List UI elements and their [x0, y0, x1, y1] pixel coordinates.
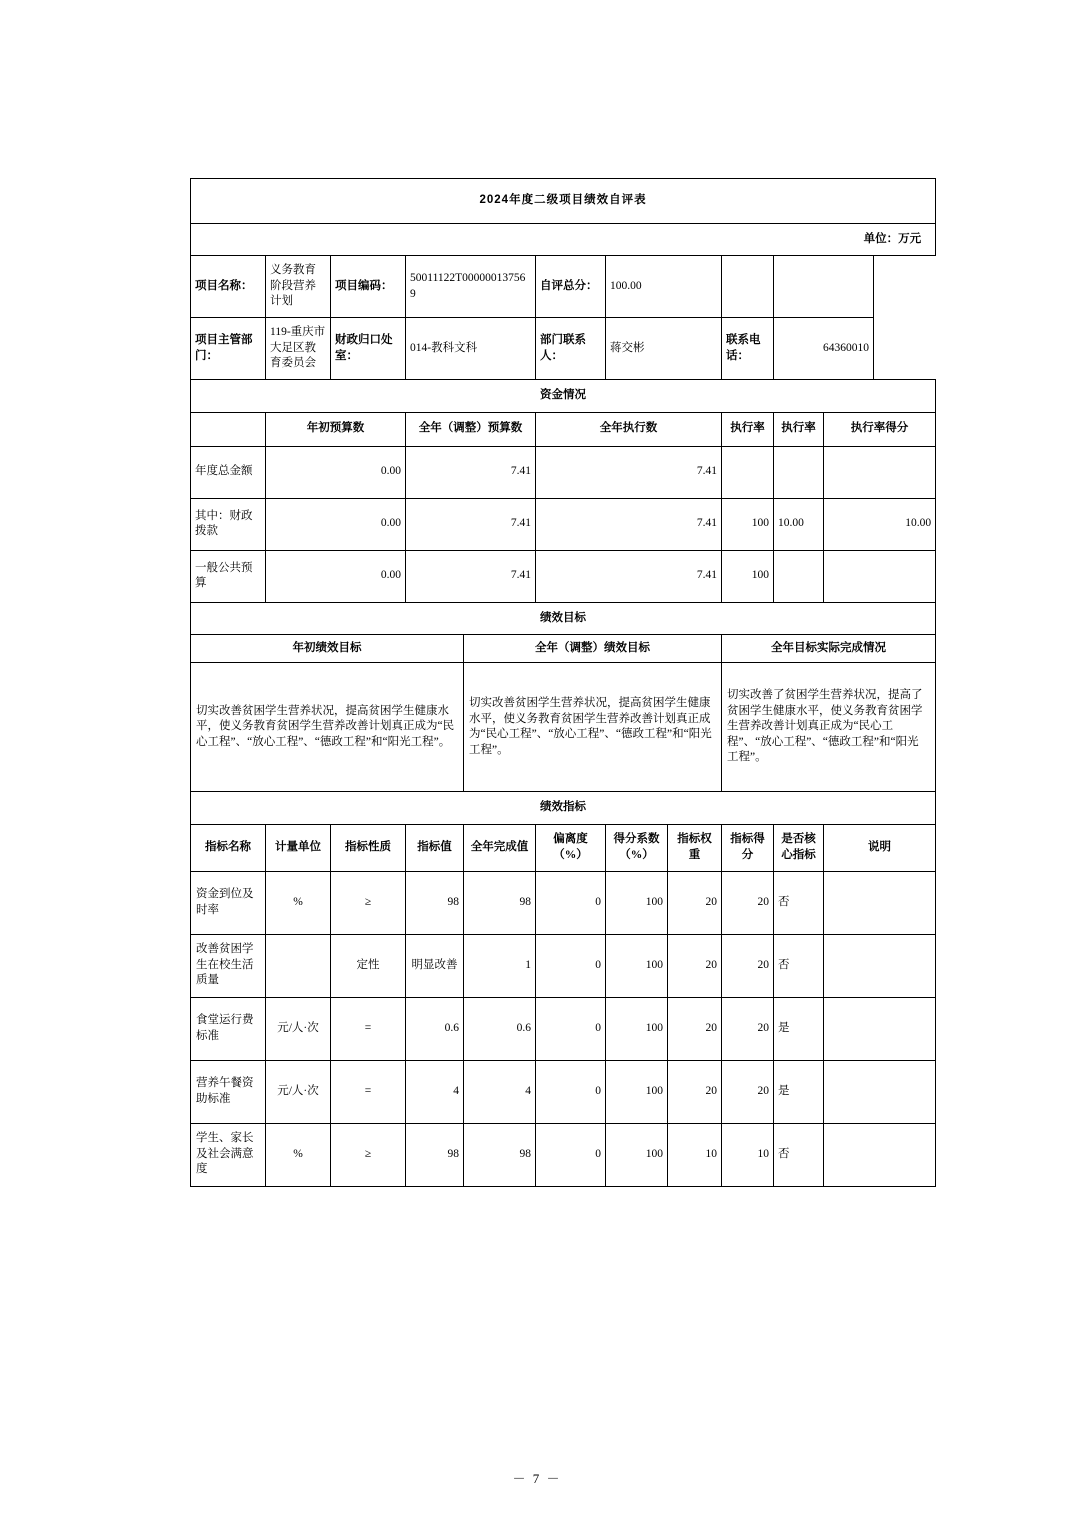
funds-row [191, 446, 936, 498]
indicator-row [191, 934, 936, 997]
ind-header-coefficient: 得分系数（%） [606, 824, 668, 871]
indicators-header-row [191, 824, 936, 871]
indicator-coefficient: 100 [606, 1123, 668, 1186]
indicator-core: 否 [774, 1123, 824, 1186]
dept-value: 119-重庆市大足区教育委员会 [266, 318, 331, 380]
performance-self-evaluation-table [190, 178, 935, 1187]
funds-row-exec-rate: 100 [722, 550, 774, 602]
indicator-deviation: 0 [536, 934, 606, 997]
indicator-weight: 20 [668, 1060, 722, 1123]
finance-office-label: 财政归口处室： [331, 318, 406, 380]
goals-initial-text: 切实改善贫困学生营养状况，提高贫困学生健康水平，使义务教育贫困学生营养改善计划真正成为“民心工程”、“放心工程”、“德政工程”和“阳光工程”。 [191, 663, 464, 792]
ind-header-core: 是否核心指标 [774, 824, 824, 871]
funds-row-initial: 0.00 [266, 498, 406, 550]
indicator-coefficient: 100 [606, 997, 668, 1060]
project-code-value: 50011122T000000137569 [406, 256, 536, 318]
indicator-unit: % [266, 871, 331, 934]
indicator-remark [824, 997, 936, 1060]
goals-section-title: 绩效目标 [191, 602, 936, 635]
indicator-nature: = [331, 997, 406, 1060]
project-name-label: 项目名称： [191, 256, 266, 318]
project-name-value: 义务教育阶段营养计划 [266, 256, 331, 318]
info-blank-1 [722, 256, 774, 318]
funds-row-adjusted: 7.41 [406, 446, 536, 498]
indicator-target: 98 [406, 1123, 464, 1186]
indicator-remark [824, 871, 936, 934]
self-score-label: 自评总分： [536, 256, 606, 318]
indicator-remark [824, 1060, 936, 1123]
indicator-weight: 20 [668, 934, 722, 997]
goals-header-adjusted: 全年（调整）绩效目标 [464, 635, 722, 663]
funds-header-3: 全年执行数 [536, 412, 722, 446]
funds-row-exec-rate [722, 446, 774, 498]
page-number: － 7 － [512, 1471, 562, 1486]
indicator-core: 是 [774, 997, 824, 1060]
funds-row-adjusted: 7.41 [406, 498, 536, 550]
indicator-nature: ≥ [331, 871, 406, 934]
indicator-actual: 98 [464, 871, 536, 934]
indicator-score: 20 [722, 871, 774, 934]
indicator-deviation: 0 [536, 1060, 606, 1123]
funds-header-5: 执行率 [774, 412, 824, 446]
indicator-unit: 元/人·次 [266, 997, 331, 1060]
self-score-value: 100.00 [606, 256, 722, 318]
indicator-core: 是 [774, 1060, 824, 1123]
indicator-score: 20 [722, 1060, 774, 1123]
goals-adjusted-text: 切实改善贫困学生营养状况，提高贫困学生健康水平，使义务教育贫困学生营养改善计划真正成为“民心工程”、“放心工程”、“德政工程”和“阳光工程”。 [464, 663, 722, 792]
ind-header-weight: 指标权重 [668, 824, 722, 871]
indicator-score: 10 [722, 1123, 774, 1186]
funds-row-exec-rate2: 10.00 [774, 498, 824, 550]
funds-row-executed: 7.41 [536, 550, 722, 602]
contact-person-value: 蒋交彬 [606, 318, 722, 380]
funds-row-label: 年度总金额 [191, 446, 266, 498]
indicator-actual: 1 [464, 934, 536, 997]
funds-row-exec-rate2 [774, 550, 824, 602]
project-code-label: 项目编码： [331, 256, 406, 318]
indicator-core: 否 [774, 871, 824, 934]
indicator-actual: 4 [464, 1060, 536, 1123]
indicator-unit: 元/人·次 [266, 1060, 331, 1123]
indicator-name: 资金到位及时率 [191, 871, 266, 934]
funds-row-exec-score [824, 446, 936, 498]
funds-header-0 [191, 412, 266, 446]
indicator-remark [824, 934, 936, 997]
funds-row-executed: 7.41 [536, 446, 722, 498]
indicator-coefficient: 100 [606, 934, 668, 997]
funds-row-initial: 0.00 [266, 550, 406, 602]
indicator-nature: ≥ [331, 1123, 406, 1186]
funds-row [191, 550, 936, 602]
ind-header-actual: 全年完成值 [464, 824, 536, 871]
ind-header-name: 指标名称 [191, 824, 266, 871]
phone-label: 联系电话： [722, 318, 774, 380]
funds-row-adjusted: 7.41 [406, 550, 536, 602]
funds-row-initial: 0.00 [266, 446, 406, 498]
indicator-name: 学生、家长及社会满意度 [191, 1123, 266, 1186]
indicator-deviation: 0 [536, 871, 606, 934]
indicator-unit [266, 934, 331, 997]
funds-row-executed: 7.41 [536, 498, 722, 550]
goals-actual-text: 切实改善了贫困学生营养状况，提高了贫困学生健康水平，使义务教育贫困学生营养改善计划真正成为“民心工程”、“放心工程”、“德政工程”和“阳光工程”。 [722, 663, 936, 792]
goals-header-initial: 年初绩效目标 [191, 635, 464, 663]
funds-header-6: 执行率得分 [824, 412, 936, 446]
ind-header-score: 指标得分 [722, 824, 774, 871]
indicator-weight: 10 [668, 1123, 722, 1186]
main-table [190, 178, 936, 1187]
ind-header-deviation: 偏离度（%） [536, 824, 606, 871]
indicator-row [191, 997, 936, 1060]
finance-office-value: 014-教科文科 [406, 318, 536, 380]
funds-section-title: 资金情况 [191, 380, 936, 413]
indicator-row [191, 871, 936, 934]
indicator-nature: = [331, 1060, 406, 1123]
funds-header-2: 全年（调整）预算数 [406, 412, 536, 446]
indicator-deviation: 0 [536, 1123, 606, 1186]
indicator-target: 明显改善 [406, 934, 464, 997]
ind-header-remark: 说明 [824, 824, 936, 871]
funds-header-4: 执行率 [722, 412, 774, 446]
funds-row-exec-rate: 100 [722, 498, 774, 550]
ind-header-nature: 指标性质 [331, 824, 406, 871]
goals-header-actual: 全年目标实际完成情况 [722, 635, 936, 663]
funds-header-1: 年初预算数 [266, 412, 406, 446]
indicator-name: 改善贫困学生在校生活质量 [191, 934, 266, 997]
indicator-weight: 20 [668, 871, 722, 934]
indicator-target: 4 [406, 1060, 464, 1123]
ind-header-target: 指标值 [406, 824, 464, 871]
funds-row-label: 其中：财政拨款 [191, 498, 266, 550]
indicator-coefficient: 100 [606, 1060, 668, 1123]
dept-label: 项目主管部门： [191, 318, 266, 380]
indicator-score: 20 [722, 997, 774, 1060]
indicator-remark [824, 1123, 936, 1186]
info-blank-2 [774, 256, 874, 318]
indicator-deviation: 0 [536, 997, 606, 1060]
indicator-coefficient: 100 [606, 871, 668, 934]
funds-row-exec-score: 10.00 [824, 498, 936, 550]
funds-row-exec-score [824, 550, 936, 602]
funds-row-label: 一般公共预算 [191, 550, 266, 602]
indicator-core: 否 [774, 934, 824, 997]
indicators-section-title: 绩效指标 [191, 792, 936, 825]
indicator-actual: 0.6 [464, 997, 536, 1060]
indicator-unit: % [266, 1123, 331, 1186]
unit-note: 单位：万元 [191, 223, 936, 256]
indicator-name: 食堂运行费标准 [191, 997, 266, 1060]
indicator-target: 0.6 [406, 997, 464, 1060]
indicator-row [191, 1123, 936, 1186]
indicator-weight: 20 [668, 997, 722, 1060]
page-title: 2024年度二级项目绩效自评表 [191, 179, 936, 224]
funds-row-exec-rate2 [774, 446, 824, 498]
contact-person-label: 部门联系人： [536, 318, 606, 380]
indicator-name: 营养午餐资助标准 [191, 1060, 266, 1123]
indicator-nature: 定性 [331, 934, 406, 997]
indicator-target: 98 [406, 871, 464, 934]
indicator-score: 20 [722, 934, 774, 997]
indicator-actual: 98 [464, 1123, 536, 1186]
phone-value: 64360010 [774, 318, 874, 380]
ind-header-unit: 计量单位 [266, 824, 331, 871]
funds-row [191, 498, 936, 550]
indicator-row [191, 1060, 936, 1123]
